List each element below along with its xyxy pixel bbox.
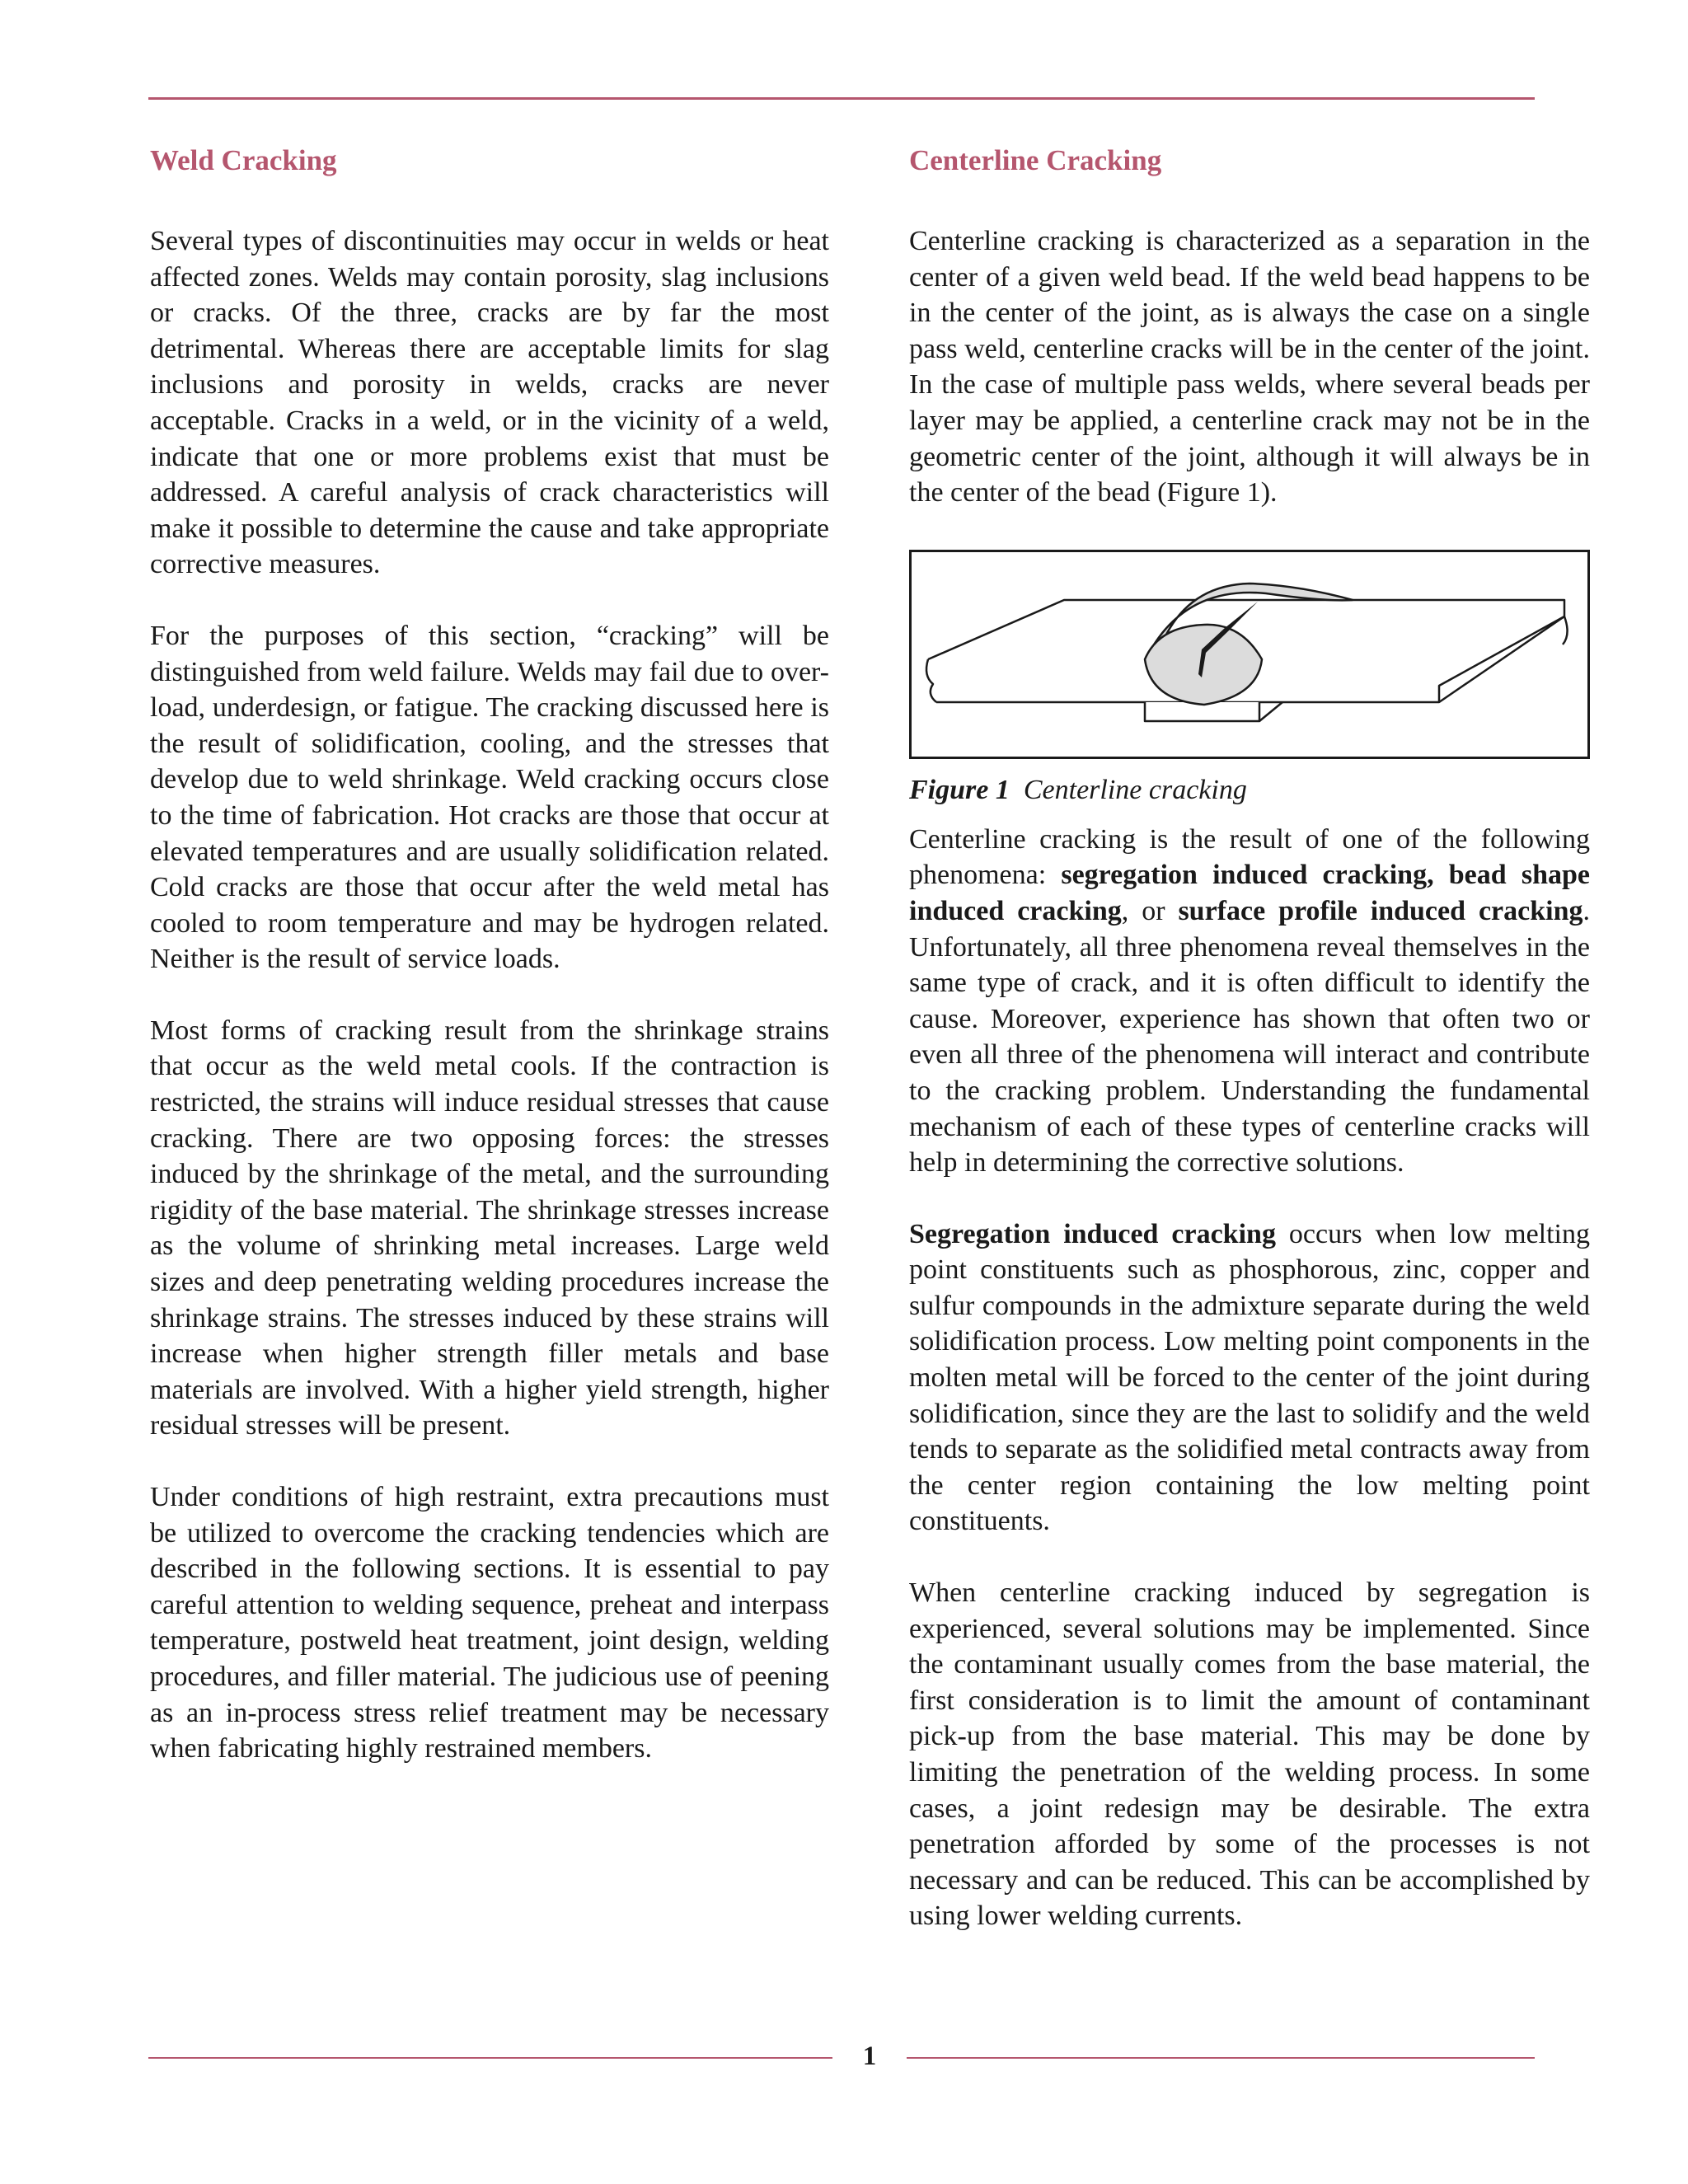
solutions-paragraph: When centerline cracking induced by segregation is experienced, several solutions may be implemented. Since the contaminant usually comes from the base material, the first consideration is to limit the amount of contaminant pick-up from the base material. This may be done by limiting the penetration of the welding process. In some cases, a joint redesign may be desirable. The extra penetration afforded by some of the processes is not necessary and can be reduced. This can be accomplished by using lower welding currents. (909, 1577, 1590, 1932)
segregation-paragraph (909, 1216, 1590, 1540)
bottom-rule-left (148, 2057, 832, 2059)
left-paragraph-1: Several types of discontinuities may occur in welds or heat affected zones. Welds may contain porosity, slag inclusions or cracks. Of the three, cracks are by far the most detrimental. Whereas there are acceptable limits for slag inclusions and porosity in welds, cracks are never acceptable. Cracks in a weld, or in the vicinity of a weld, indicate that one or more problems exist that must be addressed. A careful analysis of crack characteristics will make it possible to determine the cause and take appropriate corrective measures. (150, 226, 829, 580)
figure-label: Figure 1 (909, 774, 1010, 805)
right-intro-paragraph: Centerline cracking is characterized as a separation in the center of a given weld bead. If the weld bead happens to be in the center of the joint, as is always the case on a single pass weld, centerline cracks will be in the center of the joint. In the case of multiple pass welds, where several beads per layer may be applied, a centerline crack may not be in the geometric center of the joint, although it will always be in the center of the bead (Figure 1). (909, 226, 1590, 509)
left-paragraph-4: Under conditions of high restraint, extra precautions must be utilized to overcome the cracking tendencies which are described in the following sections. It is essential to pay careful attention to welding sequence, preheat and interpass temperature, postweld heat treatment, joint design, welding procedures, and filler material. The judicious use of peening as an in-process stress relief treatment may be necessary when fabricating highly restrained members. (150, 1482, 829, 1765)
phenomena-paragraph (909, 822, 1590, 1181)
left-column (150, 136, 829, 1767)
figure-1-caption (909, 769, 1590, 812)
figure-caption-text: Centerline cracking (1023, 774, 1247, 805)
phenomena-text-3: . Unfortunately, all three phenomena reveal themselves in the same type of crack, and it is often difficult to identify the cause. Moreover, experience has shown that often two or even all three of the phenomena will interact and contribute to the cracking problem. Understanding the fundamental mechanism of each of these types of centerline cracks will help in determining the corrective solutions. (909, 895, 1590, 1179)
weld-cracking-heading: Weld Cracking (150, 144, 337, 176)
segregation-bold: Segregation induced cracking (909, 1218, 1276, 1249)
phenomena-bold-2: surface profile induced cracking (1178, 895, 1583, 926)
left-paragraph-2: For the purposes of this section, “cracking” will be distinguished from weld failure. Welds may fail due to over-load, underdesign, or fatigue. The cracking discussed here is the result of solidification, cooling, and the stresses that develop due to weld shrinkage. Weld cracking occurs close to the time of fabrication. Hot cracks are those that occur at elevated temperatures and are usually solidification related. Cold cracks are those that occur after the weld metal has cooled to room temperature and may be hydrogen related. Neither is the result of service loads. (150, 620, 829, 975)
segregation-text: occurs when low melting point constituents such as phosphorous, zinc, copper and sulfur compounds in the admixture separate during the weld solidification process. Low melting point components in the molten metal will be forced to the center of the joint during solidification, since they are the last to solidify and the weld tends to separate as the solidified metal contracts away from the center region containing the low melting point constituents. (909, 1218, 1591, 1537)
phenomena-bold-1: segregation induced cracking, bead shape induced cracking (909, 860, 1591, 926)
phenomena-text-1: Centerline cracking is the result of one of the following phenomena: (909, 823, 1590, 891)
top-rule (148, 97, 1535, 100)
centerline-cracking-heading: Centerline Cracking (909, 144, 1162, 176)
right-column (909, 136, 1590, 1934)
phenomena-text-2: , or (1121, 895, 1179, 926)
figure-1-illustration (909, 550, 1590, 759)
centerline-crack-diagram (912, 552, 1587, 757)
page-number: 1 (862, 2041, 877, 2071)
left-paragraph-3: Most forms of cracking result from the shrinkage strains that occur as the weld metal cools. If the contraction is restricted, the strains will induce residual stresses that cause cracking. There are two opposing forces: the stresses induced by the shrinkage of the metal, and the surrounding rigidity of the base material. The shrinkage stresses increase as the volume of shrinking metal increases. Large weld sizes and deep penetrating welding procedures increase the shrinkage strains. The stresses induced by these strains will increase when higher strength filler metals and base materials are involved. With a higher yield strength, higher residual stresses will be present. (150, 1015, 829, 1441)
bottom-rule-right (907, 2057, 1535, 2059)
